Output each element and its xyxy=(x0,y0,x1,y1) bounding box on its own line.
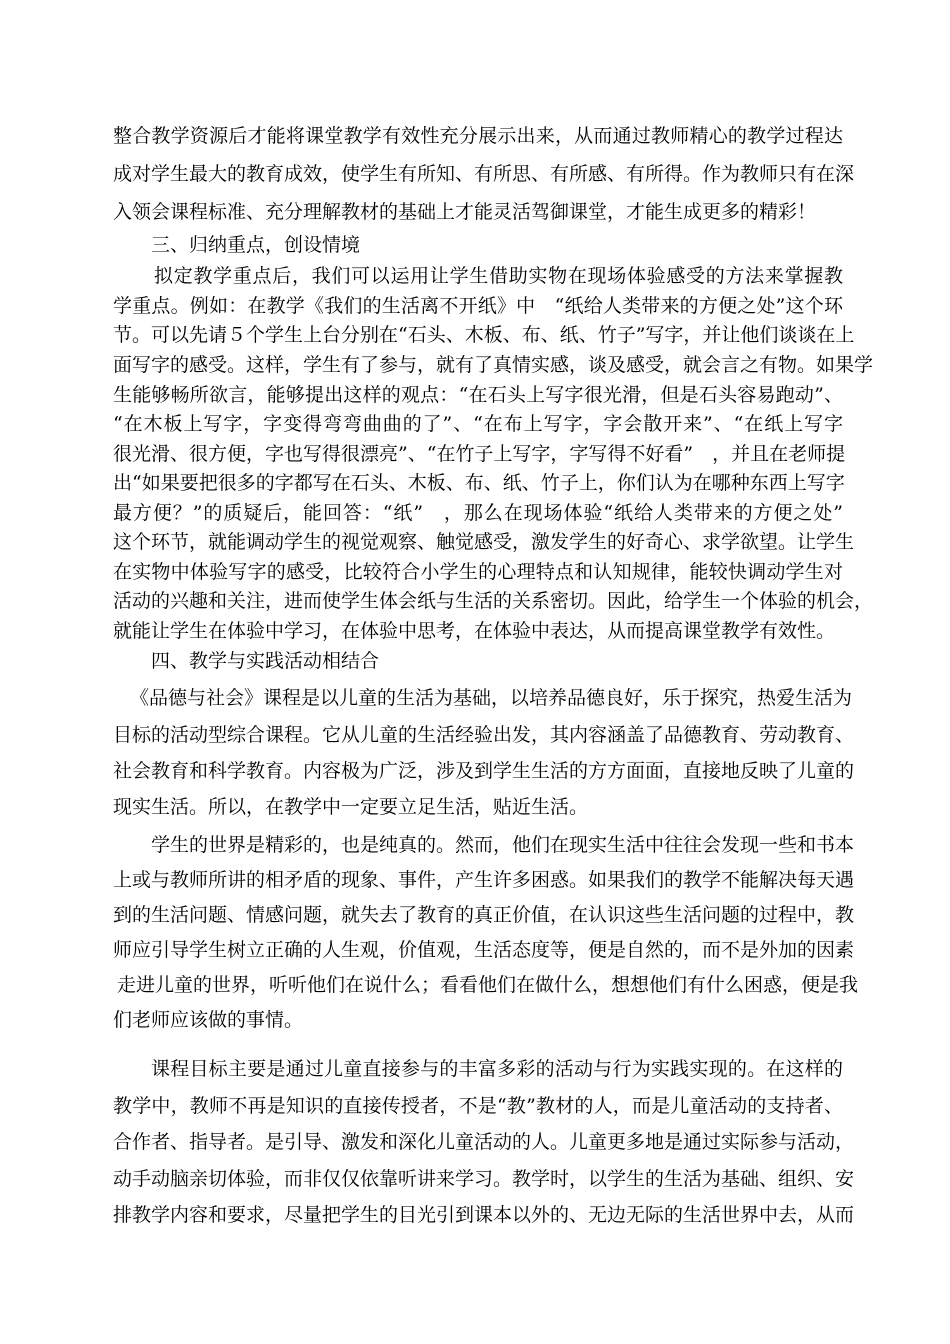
paragraph-line: 整合教学资源后才能将课堂教学有效性充分展示出来，从而通过教师精心的教学过程达 xyxy=(113,125,843,147)
paragraph-line: 教学中，教师不再是知识的直接传授者，不是“教”教材的人，而是儿童活动的支持者、 xyxy=(113,1095,843,1117)
paragraph-line: 课程目标主要是通过儿童直接参与的丰富多彩的活动与行为实践实现的。在这样的 xyxy=(151,1058,843,1080)
section-heading: 三、归纳重点，创设情境 xyxy=(151,234,361,256)
paragraph-line: 走进儿童的世界，听听他们在说什么；看看他们在做什么，想想他们有什么困惑，便是我 xyxy=(117,974,859,996)
paragraph-line: 很光滑、很方便，字也写得很漂亮”、“在竹子上写字，字写得不好看” ，并且在老师提 xyxy=(113,443,846,465)
paragraph-line: 入领会课程标准、充分理解教材的基础上才能灵活驾御课堂，才能生成更多的精彩！ xyxy=(113,201,817,223)
paragraph-line: 活动的兴趣和关注，进而使学生体会纸与生活的关系密切。因此，给学生一个体验的机会， xyxy=(113,590,874,612)
paragraph-line: 面写字的感受。这样，学生有了参与，就有了真情实感，谈及感受，就会言之有物。如果学 xyxy=(113,354,874,376)
paragraph-line: 到的生活问题、情感问题，就失去了教育的真正价值，在认识这些生活问题的过程中，教 xyxy=(113,904,855,926)
paragraph-line: 成对学生最大的教育成效，使学生有所知、有所思、有所感、有所得。作为教师只有在深 xyxy=(113,163,855,185)
paragraph-line: 学生的世界是精彩的，也是纯真的。然而，他们在现实生活中往往会发现一些和书本 xyxy=(151,834,855,856)
paragraph-line: 这个环节，就能调动学生的视觉观察、触觉感受，激发学生的好奇心、求学欲望。让学生 xyxy=(113,531,855,553)
paragraph-line: 就能让学生在体验中学习，在体验中思考，在体验中表达，从而提高课堂教学有效性。 xyxy=(113,620,836,642)
paragraph-line: 们老师应该做的事情。 xyxy=(113,1009,304,1031)
paragraph-line: 生能够畅所欲言，能够提出这样的观点：“在石头上写字很光滑，但是石头容易跑动”、 xyxy=(113,384,843,406)
paragraph-line: 上或与教师所讲的相矛盾的现象、事件，产生许多困惑。如果我们的教学不能解决每天遇 xyxy=(113,869,855,891)
paragraph-line: “在木板上写字，字变得弯弯曲曲的了”、“在布上写字，字会散开来”、“在纸上写字 xyxy=(113,413,843,435)
paragraph-line: 节。可以先请５个学生上台分别在“石头、木板、布、纸、竹子”写字，并让他们谈谈在上 xyxy=(113,324,855,346)
paragraph-line: 师应引导学生树立正确的人生观，价值观，生活态度等，便是自然的，而不是外加的因素 xyxy=(113,939,855,961)
paragraph-line: 出“如果要把很多的字都写在石头、木板、布、纸、竹子上，你们认为在哪种东西上写字 xyxy=(113,472,845,494)
paragraph-line: 现实生活。所以，在教学中一定要立足生活，贴近生活。 xyxy=(113,796,589,818)
paragraph-line: 动手动脑亲切体验，而非仅仅依靠听讲来学习。教学时，以学生的生活为基础、组织、安 xyxy=(113,1168,855,1190)
paragraph-line: 拟定教学重点后，我们可以运用让学生借助实物在现场体验感受的方法来掌握教 xyxy=(154,265,843,287)
paragraph-line: 在实物中体验写字的感受，比较符合小学生的心理特点和认知规律，能较快调动学生对 xyxy=(113,561,843,583)
paragraph-line: 学重点。例如：在教学《我们的生活离不开纸》中 “纸给人类带来的方便之处”这个环 xyxy=(113,295,843,317)
paragraph-line: 《品德与社会》课程是以儿童的生活为基础，以培养品德良好，乐于探究，热爱生活为 xyxy=(130,687,853,709)
paragraph-line: 排教学内容和要求，尽量把学生的目光引到课本以外的、无边无际的生活世界中去，从而 xyxy=(113,1204,855,1226)
section-heading: 四、教学与实践活动相结合 xyxy=(151,650,380,672)
paragraph-line: 目标的活动型综合课程。它从儿童的生活经验出发，其内容涵盖了品德教育、劳动教育、 xyxy=(113,724,855,746)
paragraph-line: 社会教育和科学教育。内容极为广泛，涉及到学生生活的方方面面，直接地反映了儿童的 xyxy=(113,760,855,782)
paragraph-line: 最方便？”的质疑后，能回答：“纸” ，那么在现场体验“纸给人类带来的方便之处” xyxy=(113,502,843,524)
paragraph-line: 合作者、指导者。是引导、激发和深化儿童活动的人。儿童更多地是通过实际参与活动， xyxy=(113,1131,855,1153)
